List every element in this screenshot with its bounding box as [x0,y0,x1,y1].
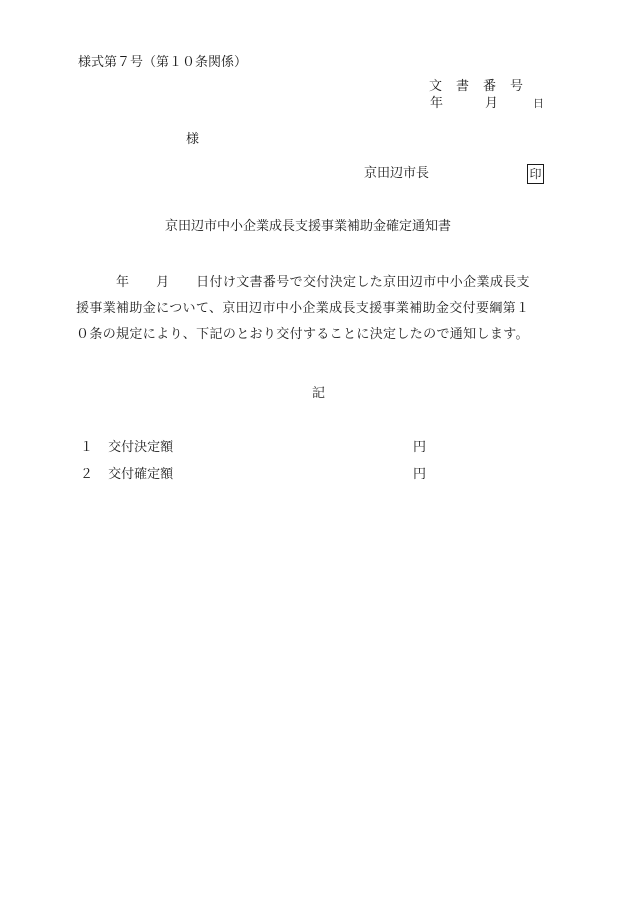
date-month-label: 月 [485,96,499,111]
item-label: 交付確定額 [108,467,174,482]
item-label: 交付決定額 [108,440,174,455]
ki-heading: 記 [312,386,326,401]
issuer-name: 京田辺市長 [364,166,430,181]
item-row-confirmed-amount [80,467,427,483]
item-number: ２ [80,467,94,482]
document-title: 京田辺市中小企業成長支援事業補助金確定通知書 [165,219,452,234]
item-unit: 円 [413,440,427,455]
form-number: 様式第７号（第１０条関係） [78,55,248,70]
item-number: １ [80,440,94,455]
body-paragraph [76,270,546,348]
seal-box: 印 [527,164,544,184]
body-line: 年 月 日付け文書番号で交付決定した京田辺市中小企業成長支 [76,275,530,290]
item-row-decided-amount [80,440,427,456]
date-day-label: 日 [533,97,544,110]
document-number-label: 文書番号 [429,79,538,94]
item-unit: 円 [413,467,427,482]
addressee-honorific: 様 [186,132,200,147]
body-line: 援事業補助金について、京田辺市中小企業成長支援事業補助金交付要綱第１ [76,301,530,316]
date-year-label: 年 [430,96,444,111]
body-line: ０条の規定により、下記のとおり交付することに決定したので通知します。 [76,327,529,342]
